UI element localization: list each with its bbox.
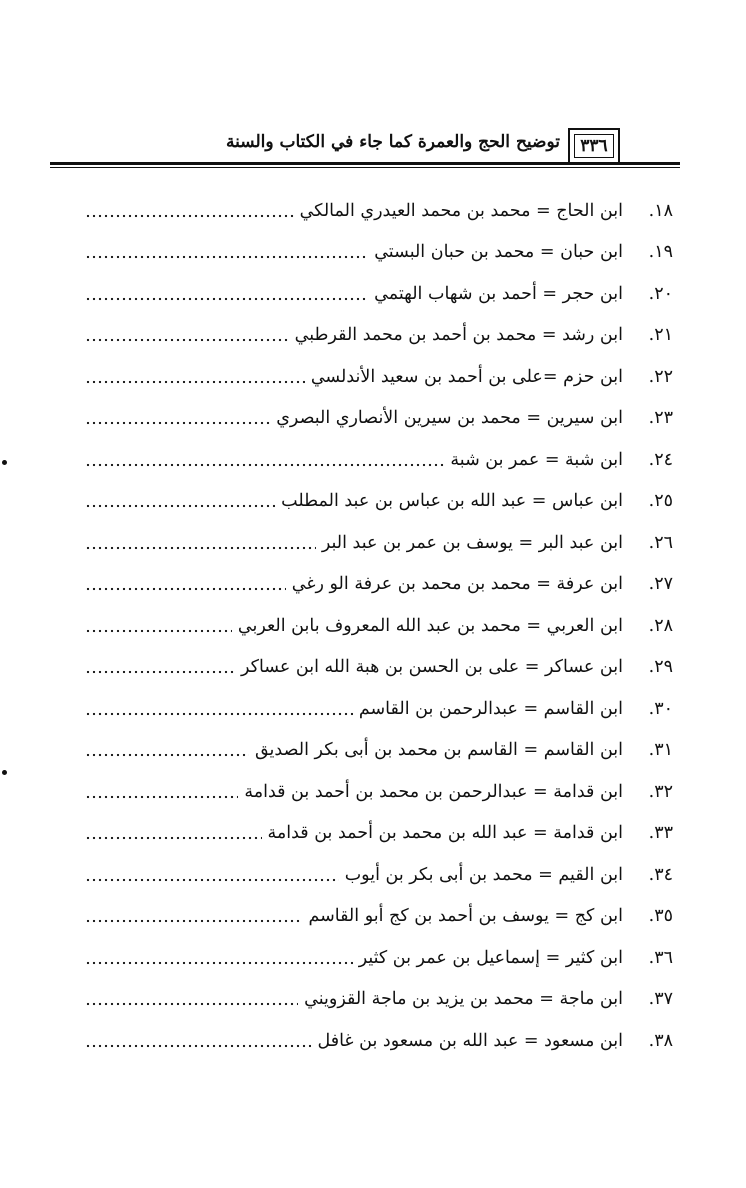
entry-number: ٣٧.	[648, 989, 673, 1010]
list-item	[85, 315, 673, 357]
entry-number: ٣٣.	[648, 823, 673, 844]
entry-number: ٣٠.	[648, 698, 673, 719]
list-item	[85, 647, 673, 689]
dot-leader	[85, 462, 444, 468]
entry-text: ابن حزم =على بن أحمد بن سعيد الأندلسي	[310, 366, 623, 387]
entry-text: ابن الحاج = محمد بن محمد العيدري المالكي	[299, 200, 623, 221]
list-item	[85, 273, 673, 315]
entry-text: ابن عرفة = محمد بن محمد بن عرفة الو رغي	[291, 574, 623, 595]
entry-number: ٢٤.	[648, 449, 673, 470]
entry-text: ابن القيم = محمد بن أبى بكر بن أيوب	[344, 864, 623, 885]
entry-text: ابن القاسم = القاسم بن محمد بن أبى بكر الصديق	[254, 740, 623, 761]
list-item	[85, 1020, 673, 1062]
list-item	[85, 522, 673, 564]
entry-number: ٢٦.	[648, 532, 673, 553]
header-rule	[50, 162, 680, 165]
list-item	[85, 896, 673, 938]
list-item	[85, 605, 673, 647]
dot-leader	[85, 296, 368, 302]
entry-text: ابن كثير = إسماعيل بن عمر بن كثير	[358, 947, 623, 968]
list-item	[85, 564, 673, 606]
entry-text: ابن العربي = محمد بن عبد الله المعروف بابن العربي	[237, 615, 623, 636]
entry-number: ٢٢.	[648, 366, 673, 387]
entry-text: ابن قدامة = عبدالرحمن بن محمد بن أحمد بن قدامة	[244, 781, 623, 802]
dot-leader	[85, 877, 339, 883]
list-item	[85, 730, 673, 772]
entry-text: ابن قدامة = عبد الله بن محمد بن أحمد بن قدامة	[267, 823, 623, 844]
entry-text: ابن عساكر = على بن الحسن بن هبة الله ابن عساكر	[240, 657, 623, 678]
entry-number: ٢٣.	[648, 408, 673, 429]
entry-text: ابن شبة = عمر بن شبة	[450, 449, 623, 470]
entry-number: ١٩.	[648, 242, 673, 263]
page-number-frame	[568, 128, 620, 164]
dot-leader	[85, 337, 289, 343]
margin-mark	[2, 460, 7, 465]
list-item	[85, 937, 673, 979]
entry-text: ابن حجر = أحمد بن شهاب الهتمي	[374, 283, 623, 304]
dot-leader	[85, 213, 294, 219]
entry-number: ٢٨.	[648, 615, 673, 636]
entry-number: ١٨.	[648, 200, 673, 221]
entry-text: ابن مسعود = عبد الله بن مسعود بن غافل	[317, 1030, 623, 1051]
list-item	[85, 190, 673, 232]
dot-leader	[85, 503, 275, 509]
dot-leader	[85, 545, 316, 551]
entry-number: ٣٢.	[648, 781, 673, 802]
dot-leader	[85, 628, 232, 634]
list-item	[85, 854, 673, 896]
dot-leader	[85, 669, 235, 675]
entry-text: ابن عبد البر = يوسف بن عمر بن عبد البر	[321, 532, 623, 553]
entry-text: ابن حبان = محمد بن حبان البستي	[374, 242, 623, 263]
entry-text: ابن رشد = محمد بن أحمد بن محمد القرطبي	[294, 325, 623, 346]
dot-leader	[85, 379, 305, 385]
dot-leader	[85, 960, 353, 966]
dot-leader	[85, 752, 249, 758]
entry-text: ابن القاسم = عبدالرحمن بن القاسم	[358, 698, 623, 719]
dot-leader	[85, 918, 302, 924]
list-item	[85, 813, 673, 855]
entry-number: ٣٨.	[648, 1030, 673, 1051]
entry-number: ٣٥.	[648, 906, 673, 927]
header-rule-thin	[50, 167, 680, 168]
list-item	[85, 979, 673, 1021]
entry-number: ٣٦.	[648, 947, 673, 968]
dot-leader	[85, 1001, 298, 1007]
entry-number: ٢٠.	[648, 283, 673, 304]
entry-number: ٣٤.	[648, 864, 673, 885]
entry-number: ٢٥.	[648, 491, 673, 512]
dot-leader	[85, 835, 262, 841]
entry-number: ٢٩.	[648, 657, 673, 678]
dot-leader	[85, 794, 238, 800]
dot-leader	[85, 586, 286, 592]
page-number-box	[572, 128, 680, 166]
entry-text: ابن عباس = عبد الله بن عباس بن عبد المطلب	[281, 491, 623, 512]
entry-text: ابن كج = يوسف بن أحمد بن كج أبو القاسم	[308, 906, 623, 927]
list-item	[85, 232, 673, 274]
margin-mark	[2, 770, 7, 775]
dot-leader	[85, 420, 270, 426]
dot-leader	[85, 711, 353, 717]
entry-number: ٣١.	[648, 740, 673, 761]
list-item	[85, 771, 673, 813]
list-item	[85, 356, 673, 398]
page-number: ٣٣٦	[574, 134, 614, 158]
entry-text: ابن سيرين = محمد بن سيرين الأنصاري البصري	[276, 408, 623, 429]
list-item	[85, 481, 673, 523]
running-title: توضيح الحج والعمرة كما جاء في الكتاب والسنة	[226, 132, 560, 152]
entry-number: ٢٧.	[648, 574, 673, 595]
page-header	[50, 128, 680, 174]
entry-text: ابن ماجة = محمد بن يزيد بن ماجة القزويني	[304, 989, 623, 1010]
entry-number: ٢١.	[648, 325, 673, 346]
abbreviation-list	[85, 190, 673, 1062]
list-item	[85, 398, 673, 440]
dot-leader	[85, 1043, 311, 1049]
list-item	[85, 439, 673, 481]
dot-leader	[85, 254, 368, 260]
list-item	[85, 688, 673, 730]
